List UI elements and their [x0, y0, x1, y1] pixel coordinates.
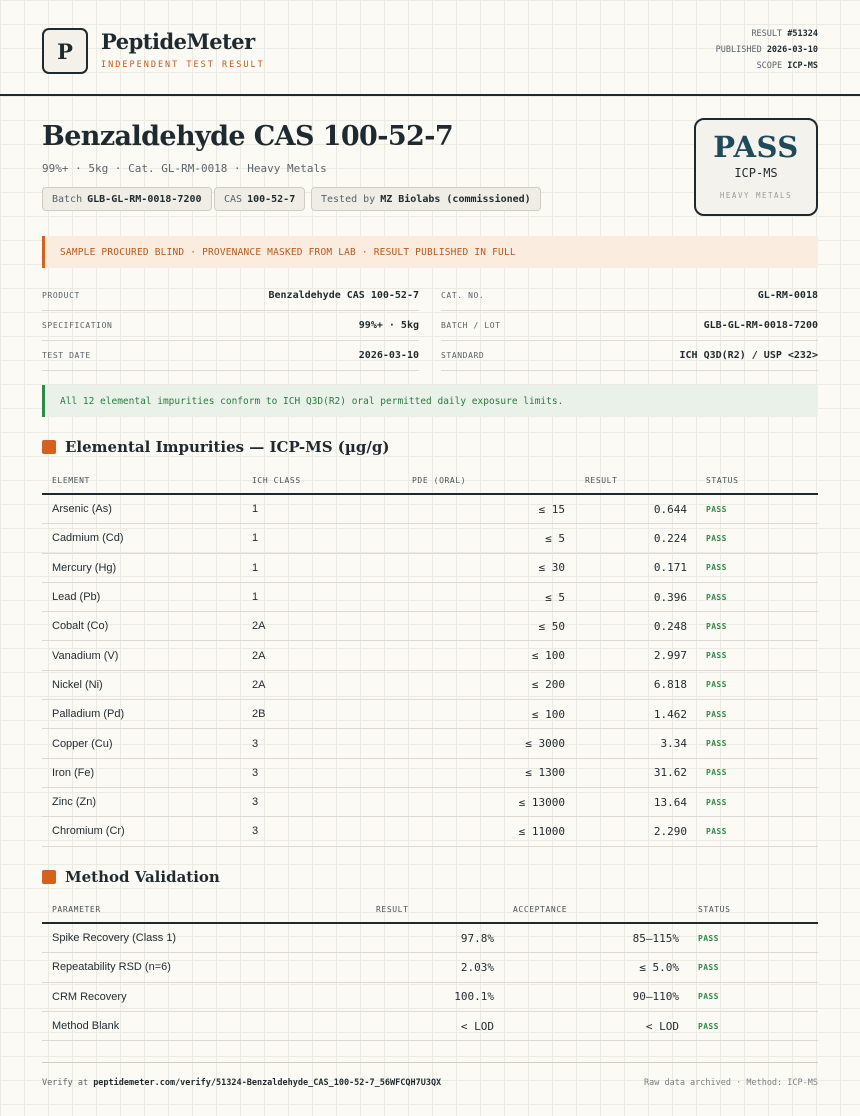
element-name: Vanadium (V): [52, 649, 119, 662]
validation-heading: [42, 868, 220, 886]
table-row: [42, 612, 818, 641]
status-badge: PASS: [706, 680, 727, 690]
meta-published: [716, 45, 818, 55]
ich-class: 3: [252, 796, 259, 809]
chip-tested-by: [311, 187, 541, 211]
info-label: BATCH / LOT: [441, 321, 501, 330]
info-value: GLB-GL-RM-0018-7200: [703, 320, 818, 331]
footer-verify: [42, 1078, 441, 1088]
element-name: Nickel (Ni): [52, 678, 103, 691]
result-value: 0.396: [653, 590, 687, 604]
result-value: 3.34: [660, 737, 687, 751]
pde-limit: ≤ 30: [538, 561, 565, 575]
col-status: STATUS: [706, 476, 739, 485]
impurities-title: Elemental Impurities — ICP-MS (µg/g): [65, 438, 390, 456]
result-value: < LOD: [460, 1019, 494, 1033]
pde-limit: ≤ 1300: [525, 766, 565, 780]
status-badge: PASS: [706, 768, 727, 778]
info-label: SPECIFICATION: [42, 321, 113, 330]
result-value: 0.224: [653, 531, 687, 545]
table-row: [42, 788, 818, 817]
info-value: 2026-03-10: [358, 350, 419, 361]
col-pde: PDE (ORAL): [412, 476, 467, 485]
element-name: Palladium (Pd): [52, 708, 125, 721]
table-row: [42, 554, 818, 583]
pde-limit: ≤ 13000: [518, 795, 565, 809]
ich-class: 2A: [252, 649, 266, 662]
footer-divider: [42, 1062, 818, 1063]
table-row: [42, 1012, 818, 1041]
col-result: RESULT: [585, 476, 618, 485]
status-badge: PASS: [698, 992, 719, 1002]
info-label: STANDARD: [441, 351, 485, 360]
meta-result-value: #51324: [787, 29, 818, 39]
info-label: CAT. NO.: [441, 291, 485, 300]
element-name: Copper (Cu): [52, 737, 113, 750]
element-name: Zinc (Zn): [52, 796, 96, 809]
conformance-banner: All 12 elemental impurities conform to ICH Q3D(R2) oral permitted daily exposure limits.: [42, 385, 818, 417]
ich-class: 2B: [252, 708, 266, 721]
chip-tested-value: MZ Biolabs (commissioned): [380, 193, 531, 205]
status-badge: PASS: [706, 592, 727, 602]
status-badge: PASS: [698, 962, 719, 972]
brand-tagline: INDEPENDENT TEST RESULT: [101, 60, 265, 70]
status-badge: PASS: [706, 621, 727, 631]
chip-batch-value: GLB-GL-RM-0018-7200: [87, 193, 202, 205]
acceptance-range: < LOD: [645, 1019, 679, 1033]
impurities-table: [42, 466, 818, 847]
ich-class: 1: [252, 503, 259, 516]
brand-logo: P: [42, 28, 88, 74]
result-value: 31.62: [653, 766, 687, 780]
table-row: [42, 671, 818, 700]
brand-name: PeptideMeter: [101, 29, 255, 54]
result-value: 13.64: [653, 795, 687, 809]
info-label: TEST DATE: [42, 351, 91, 360]
table-row: [42, 983, 818, 1012]
pde-limit: ≤ 100: [531, 649, 565, 663]
section-marker-icon: [42, 440, 56, 454]
ich-class: 2A: [252, 620, 266, 633]
parameter-name: Repeatability RSD (n=6): [52, 961, 171, 974]
ich-class: 1: [252, 561, 259, 574]
meta-scope: [757, 61, 818, 71]
footer-archive-note: Raw data archived · Method: ICP-MS: [644, 1078, 818, 1088]
info-value: ICH Q3D(R2) / USP <232>: [679, 350, 818, 361]
chip-batch: [42, 187, 212, 211]
meta-scope-value: ICP-MS: [787, 61, 818, 71]
parameter-name: Method Blank: [52, 1020, 120, 1033]
info-value: Benzaldehyde CAS 100-52-7: [268, 290, 419, 301]
acceptance-range: 85–115%: [632, 931, 679, 945]
table-row: [42, 817, 818, 846]
col-acceptance: ACCEPTANCE: [513, 905, 568, 914]
info-test-date: [42, 341, 419, 371]
page-subtitle: 99%+ · 5kg · Cat. GL-RM-0018 · Heavy Metals: [42, 162, 327, 175]
ich-class: 1: [252, 532, 259, 545]
procurement-notice: SAMPLE PROCURED BLIND · PROVENANCE MASKED FROM LAB · RESULT PUBLISHED IN FULL: [42, 236, 818, 268]
stamp-scope: HEAVY METALS: [719, 191, 793, 200]
table-row: [42, 700, 818, 729]
result-value: 2.997: [653, 649, 687, 663]
table-row: [42, 924, 818, 953]
chip-batch-label: Batch: [52, 193, 83, 205]
info-batch-lot: [441, 311, 818, 341]
element-name: Iron (Fe): [52, 766, 95, 779]
pde-limit: ≤ 3000: [525, 737, 565, 751]
parameter-name: CRM Recovery: [52, 990, 127, 1003]
pde-limit: ≤ 200: [531, 678, 565, 692]
pde-limit: ≤ 11000: [518, 824, 565, 838]
pde-limit: ≤ 100: [531, 707, 565, 721]
element-name: Mercury (Hg): [52, 561, 117, 574]
status-badge: PASS: [706, 563, 727, 573]
table-row: [42, 583, 818, 612]
info-product: [42, 281, 419, 311]
table-row: [42, 759, 818, 788]
info-specification: [42, 311, 419, 341]
table-row: [42, 524, 818, 553]
status-badge: PASS: [706, 826, 727, 836]
result-value: 1.462: [653, 707, 687, 721]
status-badge: PASS: [706, 651, 727, 661]
result-value: 97.8%: [460, 931, 494, 945]
pde-limit: ≤ 15: [538, 502, 565, 516]
report-header: [0, 0, 860, 96]
chip-tested-label: Tested by: [321, 193, 376, 205]
meta-published-label: PUBLISHED: [715, 45, 762, 55]
validation-table-header: [42, 895, 818, 924]
result-value: 2.290: [653, 824, 687, 838]
col-result: RESULT: [376, 905, 409, 914]
result-value: 6.818: [653, 678, 687, 692]
chip-cas: [214, 187, 305, 211]
impurities-heading: [42, 438, 389, 456]
acceptance-range: ≤ 5.0%: [639, 960, 679, 974]
info-cat-no: [441, 281, 818, 311]
result-value: 100.1%: [454, 990, 494, 1004]
status-badge: PASS: [706, 709, 727, 719]
element-name: Arsenic (As): [52, 503, 112, 516]
validation-table-body: [42, 924, 818, 1041]
pde-limit: ≤ 50: [538, 619, 565, 633]
element-name: Lead (Pb): [52, 591, 101, 604]
chip-cas-label: CAS: [224, 193, 243, 205]
validation-title: Method Validation: [65, 868, 220, 886]
info-standard: [441, 341, 818, 371]
col-parameter: PARAMETER: [52, 905, 101, 914]
col-element: ELEMENT: [52, 476, 90, 485]
pde-limit: ≤ 5: [545, 531, 565, 545]
table-row: [42, 495, 818, 524]
info-label: PRODUCT: [42, 291, 80, 300]
info-value: 99%+ · 5kg: [358, 320, 419, 331]
parameter-name: Spike Recovery (Class 1): [52, 932, 177, 945]
validation-table: [42, 895, 818, 1041]
result-value: 2.03%: [460, 960, 494, 974]
impurities-table-header: [42, 466, 818, 495]
element-name: Cadmium (Cd): [52, 532, 124, 545]
verify-prefix: Verify at: [42, 1078, 89, 1088]
col-ich-class: ICH CLASS: [252, 476, 301, 485]
stamp-method: ICP-MS: [734, 166, 778, 180]
status-badge: PASS: [706, 797, 727, 807]
result-value: 0.171: [653, 561, 687, 575]
meta-scope-label: SCOPE: [756, 61, 783, 71]
table-row: [42, 953, 818, 982]
table-row: [42, 729, 818, 758]
ich-class: 1: [252, 591, 259, 604]
ich-class: 3: [252, 766, 259, 779]
ich-class: 3: [252, 825, 259, 838]
status-badge: PASS: [698, 933, 719, 943]
element-name: Chromium (Cr): [52, 825, 125, 838]
result-value: 0.248: [653, 619, 687, 633]
result-value: 0.644: [653, 502, 687, 516]
status-badge: PASS: [706, 504, 727, 514]
pass-stamp: [694, 118, 818, 216]
status-badge: PASS: [706, 739, 727, 749]
status-badge: PASS: [698, 1021, 719, 1031]
stamp-verdict: PASS: [713, 130, 799, 164]
status-badge: PASS: [706, 533, 727, 543]
meta-published-value: 2026-03-10: [766, 45, 818, 55]
impurities-table-body: [42, 495, 818, 847]
verify-link[interactable]: peptidemeter.com/verify/51324-Benzaldehyde_CAS_100-52-7_56WFCQH7U3QX: [93, 1078, 442, 1088]
ich-class: 2A: [252, 678, 266, 691]
meta-result-label: RESULT: [751, 29, 783, 39]
table-row: [42, 641, 818, 670]
acceptance-range: 90–110%: [632, 990, 679, 1004]
pde-limit: ≤ 5: [545, 590, 565, 604]
page-title: Benzaldehyde CAS 100-52-7: [42, 121, 454, 152]
meta-result: [751, 29, 818, 39]
ich-class: 3: [252, 737, 259, 750]
element-name: Cobalt (Co): [52, 620, 109, 633]
col-status: STATUS: [698, 905, 731, 914]
section-marker-icon: [42, 870, 56, 884]
info-value: GL-RM-0018: [757, 290, 818, 301]
chip-cas-value: 100-52-7: [247, 193, 296, 205]
